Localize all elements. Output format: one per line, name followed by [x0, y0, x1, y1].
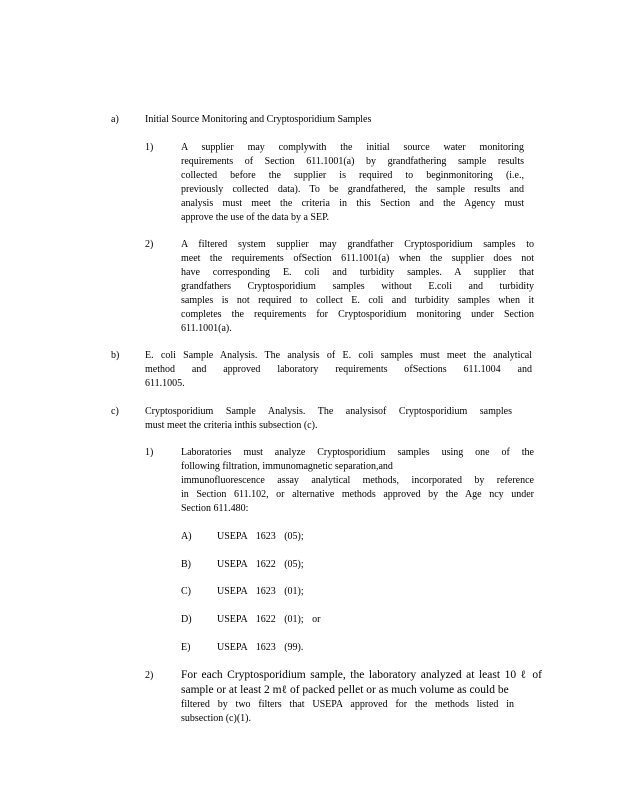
method-d-label: D): [181, 614, 192, 625]
section-a-label: a): [111, 114, 119, 125]
section-a-heading: Initial Source Monitoring and Cryptosporidium Samples: [145, 114, 372, 125]
method-d-text: USEPA 1622 (01); or: [217, 614, 321, 625]
section-c-label: c): [111, 406, 119, 417]
method-b-text: USEPA 1622 (05);: [217, 559, 304, 570]
method-a-text: USEPA 1623 (05);: [217, 531, 304, 542]
section-a-item-1-text: A supplier may complywith the initial source water monitoring requirements of Section 611.1001(a) by grandfathering sample results collected before the supplier is required to beginmonitoring (i.e., previously collected data). To be grandfathered, the sample results and analysis must meet the criteria in this Section and the Agency must approve the use of the data by a SEP.: [181, 142, 524, 223]
section-b-label: b): [111, 350, 120, 361]
section-a-item-2-text: A filtered system supplier may grandfather Cryptosporidium samples to meet the requirements ofSection 611.1001(a) when the supplier does not have corresponding E. coli and turbidity samples. A supplier that grandfathers Cryptosporidium samples without E.coli and turbidity samples is not required to collect E. coli and turbidity samples when it completes the requirements for Cryptosporidium monitoring under Section 611.1001(a).: [181, 239, 534, 334]
section-b-text: E. coli Sample Analysis. The analysis of E. coli samples must meet the analytical method and approved laboratory requirements ofSections 611.1004 and 611.1005.: [145, 350, 532, 389]
section-c-item-2-text: For each Cryptosporidium sample, the laboratory analyzed at least 10 ℓ of sample or at least 2 mℓ of packed pellet or as much volume as could be filtered by two filters that USEPA approved for the methods listed in subsection (c)(1).: [181, 669, 542, 724]
section-a-item-2-label: 2): [145, 239, 154, 250]
method-c-text: USEPA 1623 (01);: [217, 586, 304, 597]
method-a-label: A): [181, 531, 192, 542]
method-c-label: C): [181, 586, 191, 597]
section-c-item-2-label: 2): [145, 670, 154, 681]
method-e-label: E): [181, 642, 191, 653]
section-c-item-1-label: 1): [145, 447, 154, 458]
section-c-text: Cryptosporidium Sample Analysis. The analysisof Cryptosporidium samples must meet the criteria inthis subsection (c).: [145, 406, 512, 431]
method-b-label: B): [181, 559, 191, 570]
section-c-item-1-text: Laboratories must analyze Cryptosporidium samples using one of the following filtration, immunomagnetic separation,and immunofluorescence assay analytical methods, incorporated by reference in Section 611.102, or alternative methods approved by the Age ncy under Section 611.480:: [181, 447, 534, 514]
section-a-item-1-label: 1): [145, 142, 154, 153]
method-e-text: USEPA 1623 (99).: [217, 642, 304, 653]
